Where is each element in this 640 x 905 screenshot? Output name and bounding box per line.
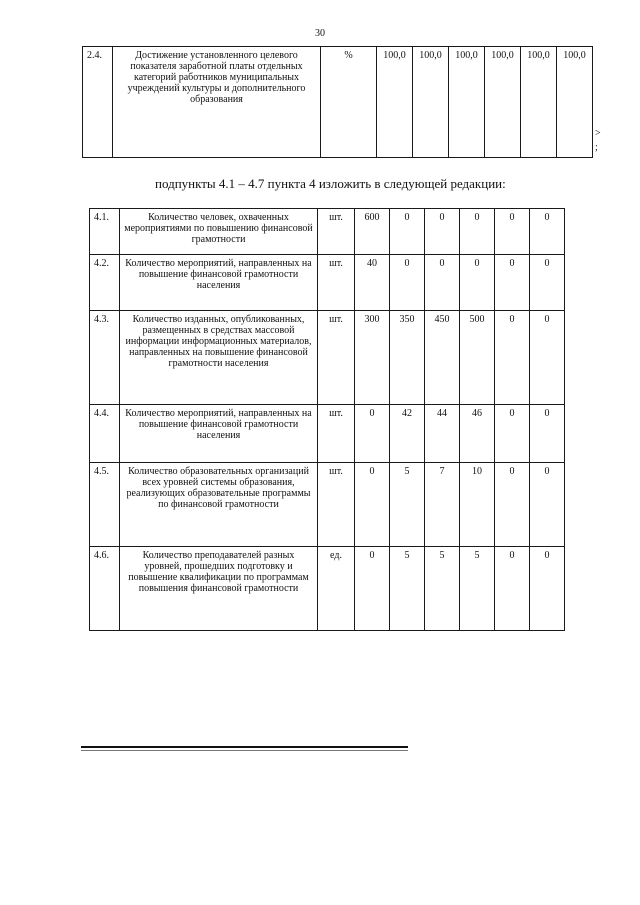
value-cell: 0 [425,255,460,311]
value-cell: 0 [530,463,565,547]
indicator-table-bottom [89,208,565,631]
indicator-description-cell: Достижение установленного целевого показателя заработной платы отдельных категорий работников муниципальных учреждений культуры и дополнительного образования [113,47,321,158]
value-cell: 0 [390,209,425,255]
value-cell: 0 [355,405,390,463]
value-cell: 0 [495,255,530,311]
table-row [90,311,565,405]
table-row [90,255,565,311]
value-cell: 100,0 [557,47,593,158]
margin-mark: > [595,128,601,139]
value-cell: 0 [355,463,390,547]
table-row [90,405,565,463]
row-number-cell: 4.4. [90,405,120,463]
value-cell: 5 [390,547,425,631]
unit-cell: % [321,47,377,158]
unit-cell: шт. [318,255,355,311]
row-number-cell: 4.3. [90,311,120,405]
value-cell: 5 [460,547,495,631]
page-number: 30 [315,28,325,39]
row-number-cell: 4.2. [90,255,120,311]
value-cell: 0 [530,405,565,463]
value-cell: 100,0 [485,47,521,158]
indicator-description-cell: Количество мероприятий, направленных на повышение финансовой грамотности населения [120,405,318,463]
value-cell: 600 [355,209,390,255]
value-cell: 100,0 [377,47,413,158]
bottom-table-body [90,209,565,631]
value-cell: 0 [530,311,565,405]
table-row [83,47,593,158]
table-row [90,463,565,547]
value-cell: 0 [495,311,530,405]
value-cell: 100,0 [449,47,485,158]
value-cell: 0 [495,405,530,463]
table-row [90,547,565,631]
indicator-description-cell: Количество человек, охваченных мероприятиями по повышению финансовой грамотности [120,209,318,255]
value-cell: 100,0 [413,47,449,158]
indicator-description-cell: Количество изданных, опубликованных, размещенных в средствах массовой информации информационных материалов, направленных на повышение финансовой грамотности населения [120,311,318,405]
row-number-cell: 4.1. [90,209,120,255]
indicator-description-cell: Количество образовательных организаций всех уровней системы образования, реализующих образовательные программы по финансовой грамотности [120,463,318,547]
value-cell: 7 [425,463,460,547]
value-cell: 0 [460,255,495,311]
value-cell: 500 [460,311,495,405]
unit-cell: ед. [318,547,355,631]
value-cell: 100,0 [521,47,557,158]
indicator-description-cell: Количество преподавателей разных уровней, прошедших подготовку и повышение квалификации по программам повышения финансовой грамотности [120,547,318,631]
value-cell: 10 [460,463,495,547]
unit-cell: шт. [318,405,355,463]
value-cell: 44 [425,405,460,463]
top-table-body [83,47,593,158]
unit-cell: шт. [318,209,355,255]
value-cell: 0 [460,209,495,255]
margin-mark: ; [595,142,598,153]
value-cell: 0 [495,209,530,255]
footer-rule-shadow [81,750,408,751]
unit-cell: шт. [318,311,355,405]
value-cell: 0 [530,547,565,631]
value-cell: 300 [355,311,390,405]
value-cell: 42 [390,405,425,463]
indicator-table-top [82,46,593,158]
footer-rule [81,746,408,748]
value-cell: 0 [495,463,530,547]
value-cell: 40 [355,255,390,311]
value-cell: 0 [425,209,460,255]
value-cell: 0 [530,209,565,255]
value-cell: 0 [530,255,565,311]
intro-text: подпункты 4.1 – 4.7 пункта 4 изложить в следующей редакции: [155,176,506,191]
value-cell: 350 [390,311,425,405]
value-cell: 0 [390,255,425,311]
row-number-cell: 4.6. [90,547,120,631]
row-number-cell: 4.5. [90,463,120,547]
value-cell: 46 [460,405,495,463]
row-number-cell: 2.4. [83,47,113,158]
value-cell: 0 [355,547,390,631]
value-cell: 5 [425,547,460,631]
value-cell: 450 [425,311,460,405]
value-cell: 0 [495,547,530,631]
table-row [90,209,565,255]
unit-cell: шт. [318,463,355,547]
indicator-description-cell: Количество мероприятий, направленных на повышение финансовой грамотности населения [120,255,318,311]
value-cell: 5 [390,463,425,547]
